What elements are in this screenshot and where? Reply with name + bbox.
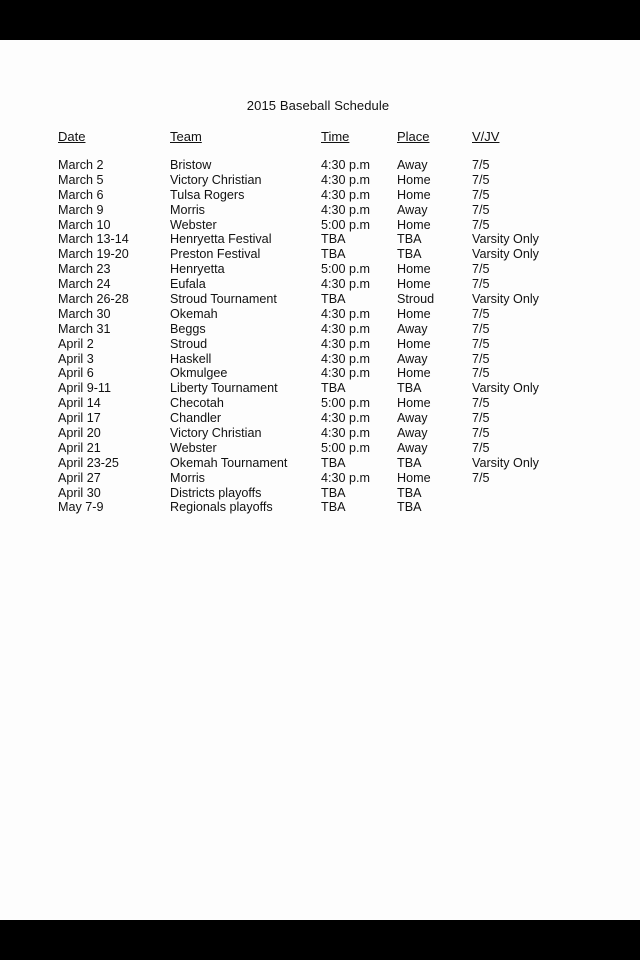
cell-date: April 3 <box>58 351 94 366</box>
cell-place: TBA <box>397 485 422 500</box>
cell-time: 4:30 p.m <box>321 351 371 366</box>
cell-team: Stroud <box>170 336 208 351</box>
header-vjv: V/JV <box>472 129 500 144</box>
cell-vjv: 7/5 <box>472 306 490 321</box>
schedule-row <box>0 247 640 262</box>
schedule-row <box>0 218 640 233</box>
cell-time: TBA <box>321 292 346 307</box>
cell-vjv: 7/5 <box>472 440 490 455</box>
cell-time: 5:00 p.m <box>321 440 371 455</box>
cell-place: Home <box>397 277 431 292</box>
cell-place: TBA <box>397 500 422 515</box>
cell-vjv: 7/5 <box>472 158 490 172</box>
cell-team: Victory Christian <box>170 426 262 441</box>
cell-team: Eufala <box>170 277 206 292</box>
cell-date: March 9 <box>58 202 104 217</box>
document-title: 2015 Baseball Schedule <box>246 98 390 113</box>
cell-place: Away <box>397 321 428 336</box>
cell-vjv: 7/5 <box>472 426 490 441</box>
cell-place: Home <box>397 217 431 232</box>
cell-date: April 30 <box>58 485 101 500</box>
cell-place: Away <box>397 426 428 441</box>
schedule-row <box>0 337 640 352</box>
schedule-row <box>0 441 640 456</box>
schedule-row <box>0 411 640 426</box>
cell-vjv: 7/5 <box>472 262 490 277</box>
cell-time: 4:30 p.m <box>321 366 371 381</box>
schedule-row <box>0 471 640 486</box>
cell-time: 4:30 p.m <box>321 321 371 336</box>
cell-place: Away <box>397 440 428 455</box>
schedule-row <box>0 456 640 471</box>
cell-date: May 7-9 <box>58 500 104 515</box>
cell-place: Home <box>397 336 431 351</box>
schedule-row <box>0 277 640 292</box>
cell-date: April 23-25 <box>58 455 119 470</box>
cell-place: Away <box>397 351 428 366</box>
cell-place: TBA <box>397 232 422 247</box>
cell-date: March 23 <box>58 262 111 277</box>
cell-team: Preston Festival <box>170 247 261 262</box>
cell-team: Webster <box>170 217 217 232</box>
cell-team: Victory Christian <box>170 172 262 187</box>
cell-date: March 19-20 <box>58 247 129 262</box>
cell-team: Morris <box>170 202 205 217</box>
cell-date: April 9-11 <box>58 381 111 396</box>
schedule-row <box>0 426 640 441</box>
cell-place: Home <box>397 262 431 277</box>
cell-time: 4:30 p.m <box>321 158 371 172</box>
cell-team: Henryetta <box>170 262 225 277</box>
cell-place: TBA <box>397 455 422 470</box>
header-place: Place <box>397 129 430 144</box>
cell-date: March 2 <box>58 158 104 172</box>
schedule-row <box>0 188 640 203</box>
cell-team: Checotah <box>170 396 224 411</box>
schedule-row <box>0 322 640 337</box>
cell-team: Liberty Tournament <box>170 381 278 396</box>
cell-team: Haskell <box>170 351 212 366</box>
schedule-table <box>0 158 640 515</box>
cell-date: April 2 <box>58 336 94 351</box>
cell-team: Districts playoffs <box>170 485 262 500</box>
schedule-row <box>0 232 640 247</box>
cell-time: TBA <box>321 455 346 470</box>
header-date: Date <box>58 129 86 144</box>
cell-team: Beggs <box>170 321 206 336</box>
cell-team: Bristow <box>170 158 212 172</box>
cell-vjv: Varsity Only <box>472 232 539 247</box>
cell-place: Home <box>397 187 431 202</box>
cell-team: Okemah <box>170 306 218 321</box>
cell-date: March 13-14 <box>58 232 129 247</box>
schedule-row <box>0 381 640 396</box>
cell-place: Home <box>397 396 431 411</box>
cell-time: 4:30 p.m <box>321 336 371 351</box>
cell-place: Home <box>397 470 431 485</box>
cell-date: March 5 <box>58 172 104 187</box>
cell-team: Morris <box>170 470 205 485</box>
cell-place: Away <box>397 158 428 172</box>
cell-team: Chandler <box>170 411 222 426</box>
cell-date: April 6 <box>58 366 94 381</box>
cell-time: 4:30 p.m <box>321 411 371 426</box>
cell-team: Stroud Tournament <box>170 292 277 307</box>
cell-vjv: 7/5 <box>472 336 490 351</box>
cell-place: Stroud <box>397 292 435 307</box>
cell-place: Home <box>397 172 431 187</box>
schedule-row <box>0 366 640 381</box>
cell-vjv: 7/5 <box>472 187 490 202</box>
cell-date: March 6 <box>58 187 104 202</box>
cell-place: TBA <box>397 247 422 262</box>
cell-time: TBA <box>321 381 346 396</box>
schedule-row <box>0 486 640 501</box>
cell-date: April 17 <box>58 411 101 426</box>
schedule-row <box>0 158 640 173</box>
cell-date: April 21 <box>58 440 101 455</box>
cell-team: Tulsa Rogers <box>170 187 245 202</box>
cell-time: 4:30 p.m <box>321 306 371 321</box>
cell-vjv: 7/5 <box>472 470 490 485</box>
cell-vjv: 7/5 <box>472 217 490 232</box>
cell-date: March 30 <box>58 306 111 321</box>
cell-team: Henryetta Festival <box>170 232 272 247</box>
cell-vjv: 7/5 <box>472 366 490 381</box>
column-headers <box>0 129 640 145</box>
cell-team: Okmulgee <box>170 366 228 381</box>
cell-team: Okemah Tournament <box>170 455 288 470</box>
cell-vjv: Varsity Only <box>472 381 539 396</box>
cell-place: TBA <box>397 381 422 396</box>
cell-vjv: Varsity Only <box>472 292 539 307</box>
schedule-row <box>0 262 640 277</box>
cell-time: 4:30 p.m <box>321 187 371 202</box>
cell-time: 4:30 p.m <box>321 277 371 292</box>
schedule-row <box>0 307 640 322</box>
cell-time: 5:00 p.m <box>321 217 371 232</box>
cell-vjv: Varsity Only <box>472 455 539 470</box>
schedule-row <box>0 500 640 515</box>
cell-vjv: 7/5 <box>472 321 490 336</box>
schedule-page <box>0 40 640 920</box>
schedule-row <box>0 352 640 367</box>
cell-date: April 14 <box>58 396 101 411</box>
cell-time: 5:00 p.m <box>321 262 371 277</box>
header-time: Time <box>321 129 350 144</box>
cell-vjv: Varsity Only <box>472 247 539 262</box>
schedule-row <box>0 203 640 218</box>
cell-time: 4:30 p.m <box>321 172 371 187</box>
cell-place: Away <box>397 411 428 426</box>
schedule-row <box>0 173 640 188</box>
header-team: Team <box>170 129 202 144</box>
cell-time: TBA <box>321 485 346 500</box>
cell-time: TBA <box>321 232 346 247</box>
cell-date: April 27 <box>58 470 101 485</box>
cell-vjv: 7/5 <box>472 172 490 187</box>
cell-vjv: 7/5 <box>472 202 490 217</box>
cell-team: Webster <box>170 440 217 455</box>
cell-time: 5:00 p.m <box>321 396 371 411</box>
cell-date: April 20 <box>58 426 101 441</box>
cell-date: March 24 <box>58 277 111 292</box>
cell-place: Home <box>397 306 431 321</box>
cell-date: March 10 <box>58 217 111 232</box>
cell-date: March 26-28 <box>58 292 129 307</box>
cell-date: March 31 <box>58 321 111 336</box>
cell-time: 4:30 p.m <box>321 202 371 217</box>
schedule-row <box>0 292 640 307</box>
cell-time: TBA <box>321 247 346 262</box>
cell-time: TBA <box>321 500 346 515</box>
cell-place: Away <box>397 202 428 217</box>
cell-time: 4:30 p.m <box>321 426 371 441</box>
cell-vjv: 7/5 <box>472 396 490 411</box>
cell-time: 4:30 p.m <box>321 470 371 485</box>
cell-vjv: 7/5 <box>472 411 490 426</box>
cell-team: Regionals playoffs <box>170 500 273 515</box>
cell-vjv: 7/5 <box>472 351 490 366</box>
schedule-row <box>0 396 640 411</box>
cell-place: Home <box>397 366 431 381</box>
cell-vjv: 7/5 <box>472 277 490 292</box>
